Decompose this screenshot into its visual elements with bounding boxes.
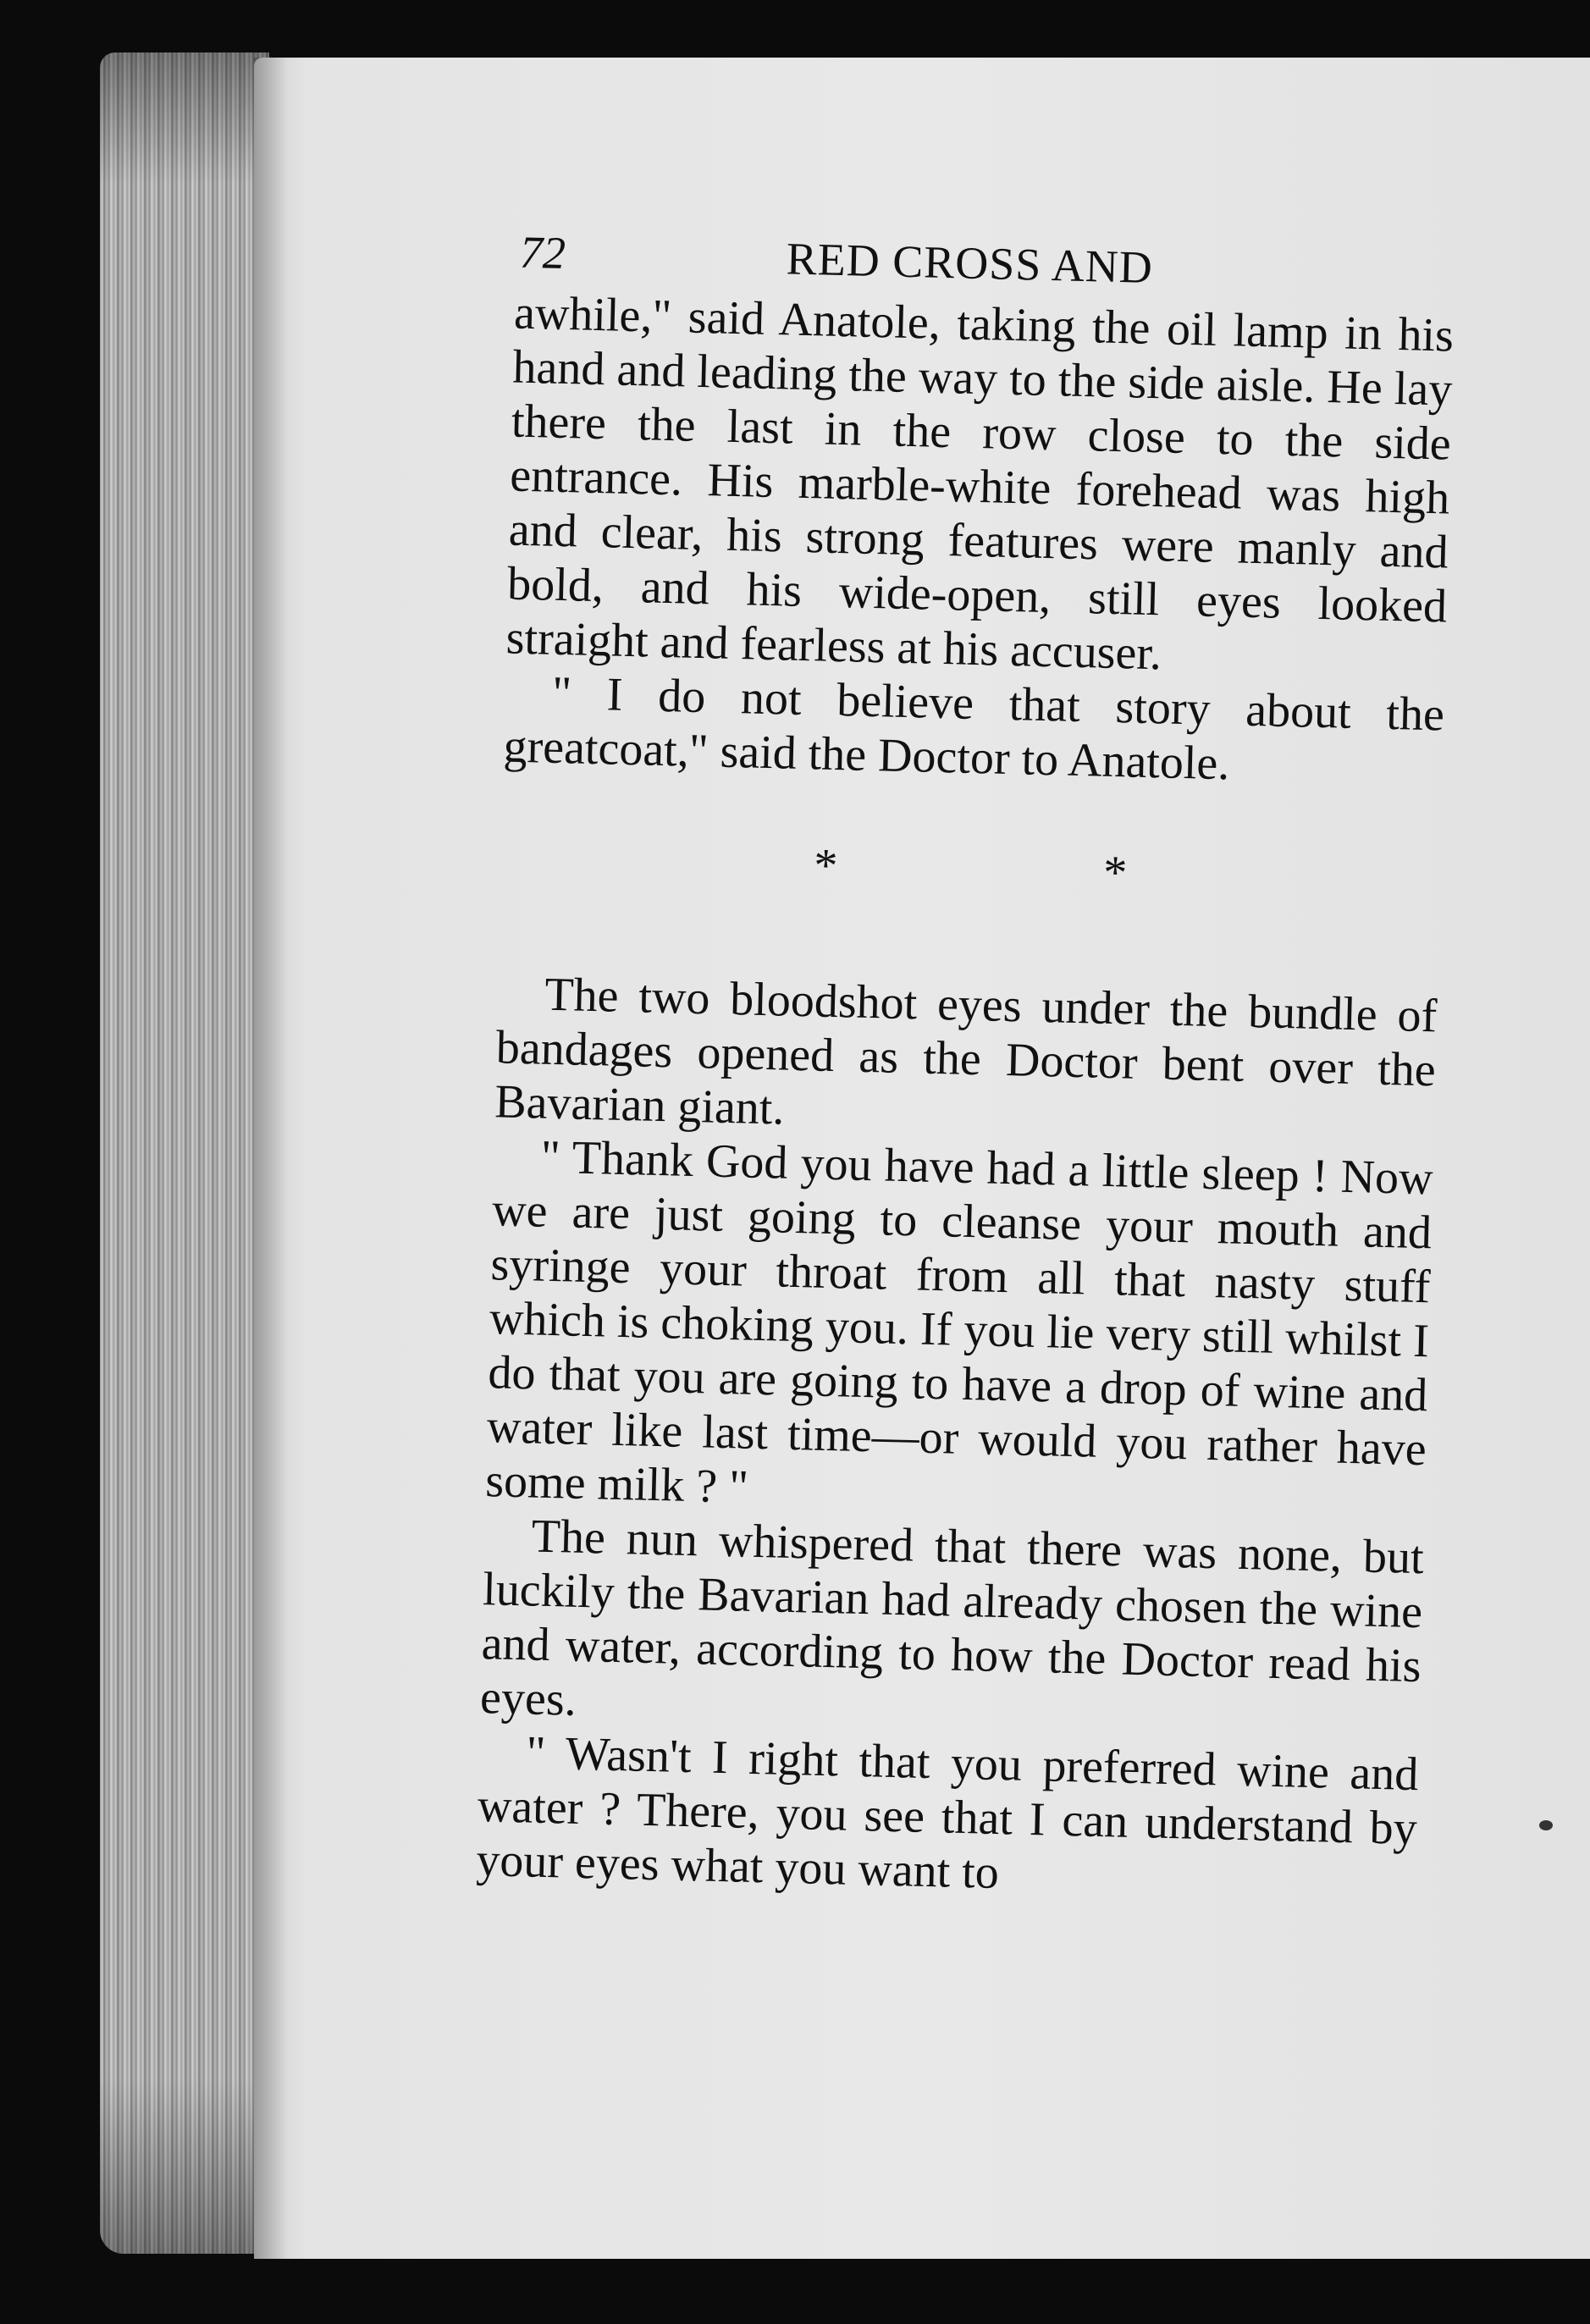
paragraph: awhile," said Anatole, taking the oil lamp in his hand and leading the way to the side aisle. He lay there the last in the row close to the side entrance. His marble-white forehead was high and clear, his strong features were manly and bold, and his wide-open, still eyes looked straight and fearless at his accuser. (505, 286, 1455, 681)
body-text (476, 286, 1455, 1911)
running-title: RED CROSS AND (786, 233, 1154, 293)
paragraph: " I do not believe that story about the greatcoat," said the Doctor to Anatole. (502, 666, 1445, 791)
ink-speck (1539, 1820, 1553, 1830)
page-number: 72 (519, 226, 566, 279)
section-separator: * * (813, 839, 1255, 903)
book-page-edges (100, 52, 269, 2254)
paragraph: The two bloodshot eyes under the bundle of bandages opened as the Doctor bent over the Bavarian giant. (494, 968, 1438, 1135)
paragraph: " Thank God you have had a little sleep ! Now we are just going to cleanse your mouth and syringe your throat from all that nasty stuff which is choking you. If you lie very still whilst I do that you are going to have a drop of wine and water like last time—or would you rather have some milk ? " (484, 1130, 1434, 1514)
paragraph: The nun whispered that there was none, but luckily the Bavarian had already chosen the wine and water, according to how the Doctor read his eyes. (479, 1510, 1425, 1726)
paragraph: " Wasn't I right that you preferred wine and water ? There, you see that I can understand by your eyes what you want to (475, 1726, 1420, 1900)
